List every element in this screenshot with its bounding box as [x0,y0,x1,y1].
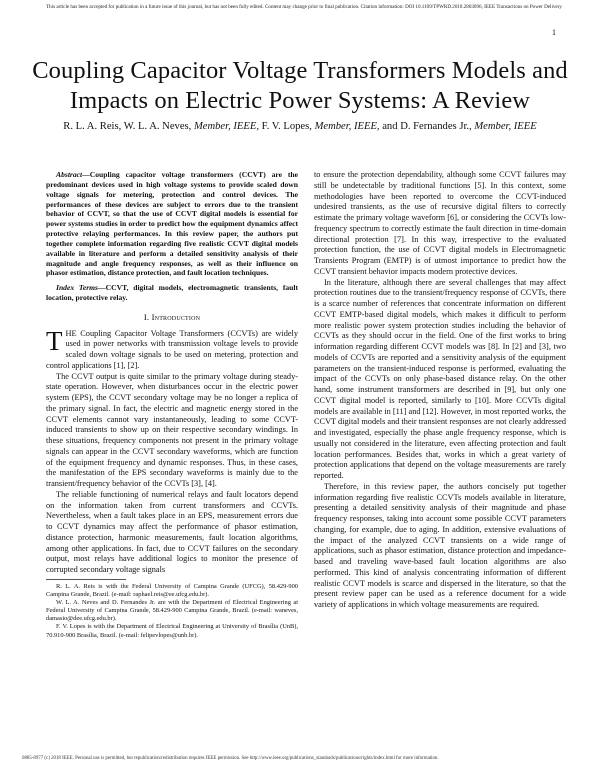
footnote-author-1: R. L. A. Reis is with the Federal University of Campina Grande (UFCG), 58.429-900 Campina Grande, Brazil. (e-mail: raphael.reis@ee.ufcg.edu.br). [46,582,298,599]
author-4: D. Fernandes Jr., [400,121,472,132]
paper-title: Coupling Capacitor Voltage Transformers Models and Impacts on Electric Power Systems: A Review [32,57,568,114]
section-heading-introduction [46,312,298,323]
author-2-role: Member, IEEE, [193,121,259,132]
index-terms-text: —CCVT, digital models, electromagnetic transients, fault location, protective relay. [46,283,299,303]
right-paragraph-1: to ensure the protection dependability, although some CCVT failures may still be undetectable by traditional functions [5]. In this context, some methodologies have been reported to overcome the CCVT-induced undesired transients, as the use of recursive digital filters to correctly estimate the primary voltage waveform [6], or considering the CCVTs low-frequency spectrum to correctly estimate the fault direction in time-domain directional protection [7]. In this way, irrespective to the evaluated protection function, the use of CCVT digital models in Electromagnetic Transients Program (EMTP) is of utmost importance to predict how the CCVT transient behavior impacts modern protective devices. [314,170,566,276]
section-numeral: I. [143,311,150,322]
right-paragraph-3: Therefore, in this review paper, the authors concisely put together information regarding five realistic CCVTs models available in literature, presenting a detailed sensitivity analysis of their magnitude and phase frequency responses, taking into account some possible CCVT parameters changing, for example, due to aging. In addition, extensive evaluations of the impact of the analyzed CCVT transients on a wide range of applications, such as phasor estimation, distance protection and impedance-based and traveling wave-based fault location algorithms are also performed. This kind of analysis concentrating information of different realistic CCVT models is scarce and dispersed in the literature, so that the present review paper can be used as a reference document for a wide variety of applications in which voltage measurements are required. [314,481,566,609]
intro-paragraph-1-text: HE Coupling Capacitor Voltage Transformers (CCVTs) are widely used in power networks with transmission voltage levels to provide scaled down voltage signals to be used on metering, protection and control applications [1], [2]. [46,328,298,370]
drop-cap: T [46,325,63,356]
right-paragraph-2: In the literature, although there are several challenges that may affect protection routines due to the transient/frequency response of CCVTs, there is a scarce number of references that concentrate information on different CCVT EMTP-based digital models, which makes it difficult to perform more realistic power system protection studies including the behavior of CCVTs as they should occur in the field. One of the first works to bring information regarding different CCVT models was [8]. In [2] and [3], two models of CCVTs are reported and a sensitivity analysis of the equipment parameters on the transient-induced response is performed, evaluating the impact of the CCVTs on only phase-based distance relay. On the other hand, some instrument transformers are described in [9], but only one CCVT digital model is reported, similarly to [10]. More CCVTs digital models are available in [11] and [12]. However, in most reported works, the CCVT digital models and their transient responses are not clearly addressed and investigated, especially the phase angle frequency response, which is usually not considered in the literature, even affecting protection and fault location performances. Besides that, works in which a great variety of protection applications that depend on the voltage measurements are rarely reported. [314,277,566,480]
footnote-authors-2-4: W. L. A. Neves and D. Fernandes Jr. are with the Department of Electrical Engineering at Federal University of Campina Grande, 58.429-900 Campina Grande, Brazil. (e-mail: waneves, damasio@dee.ufcg.edu.br). [46,599,298,623]
index-terms-label: Index Terms [56,283,99,293]
copyright-footer: 0885-8977 (c) 2018 IEEE. Personal use is permitted, but republication/redistribution requires IEEE permission. See http://www.ieee.org/publications_standards/publications/rights/index.html for more information. [22,756,439,761]
intro-paragraph-3: The reliable functioning of numerical relays and fault locators depend on the information taken from current transformers and CCVTs. Nevertheless, when a fault takes place in an EPS, measurement errors due to CCVT dynamics may affect the performance of phasor estimation, distance protection, harmonic measurements, fault location algorithms, among other applications. In fact, due to CCVT failures on the secondary output, most relays have additional logics to monitor the presence of corrupted secondary voltage signals [46,489,298,575]
author-conjunction: and [382,121,398,132]
author-1: R. L. A. Reis, [63,121,122,132]
author-4-role: Member, IEEE [474,121,537,132]
abstract-label: Abstract [56,170,83,179]
page-number: 1 [552,28,556,37]
footnote-author-3: F. V. Lopes is with the Department of Electrical Engineering at University of Brasília (UnB), 70.910-900 Brasília, Brazil. (e-mail: felipevlopes@unb.br). [46,623,298,639]
index-terms [46,283,298,303]
section-title: Introduction [151,311,201,322]
intro-paragraph-2: The CCVT output is quite similar to the primary voltage during steady-state operation. However, when disturbances occur in the electric power system (EPS), the CCVT secondary voltage may be no longer a replica of the primary signal. In fact, the electric and magnetic energy stored in the CCVT elements cannot vary instantaneously, leading to some CCVT-induced transients to show up on their respective secondary windings. In these situations, frequency components not present in the primary voltage signals can appear in the CCVT secondary waveforms, which are function of the equipment frequency and dynamic responses. Thus, in these cases, the manifestation of the EPS secondary waveforms is mainly due to the transient/frequency behavior of the CCVTs [3], [4]. [46,371,298,489]
left-column [46,170,298,640]
author-3-role: Member, IEEE, [314,121,380,132]
intro-paragraph-1 [46,325,298,372]
author-3: F. V. Lopes, [261,121,312,132]
abstract-text: —Coupling capacitor voltage transformers (CCVT) are the predominant devices used in high voltage systems to provide scaled down voltage signals for metering, protection and control devices. The performances of these devices are subject to errors due to the transient behavior of CCVT, so that the use of CCVT digital models is essential for power systems studies in order to predict how the equipment dynamics affect protective relaying performances. In this review paper, the authors put together complete information regarding five realistic CCVT digital models available in literature and perform a detailed sensitivity analysis of their magnitude and angle frequency responses, as well as their influence on phasor estimation, distance protection, and fault location techniques. [46,170,298,278]
journal-header-note: This article has been accepted for publication in a future issue of this journal, but has not been fully edited. Content may change prior to final publication. Citation information: DOI 10.1109/TPWRD.2018.2803096, IEEE Transactions on Power Delivery [46,4,562,10]
footnote-divider [46,579,126,580]
abstract [46,170,298,278]
right-column [314,170,566,611]
author-list [20,120,580,133]
author-2: W. L. A. Neves, [123,121,192,132]
